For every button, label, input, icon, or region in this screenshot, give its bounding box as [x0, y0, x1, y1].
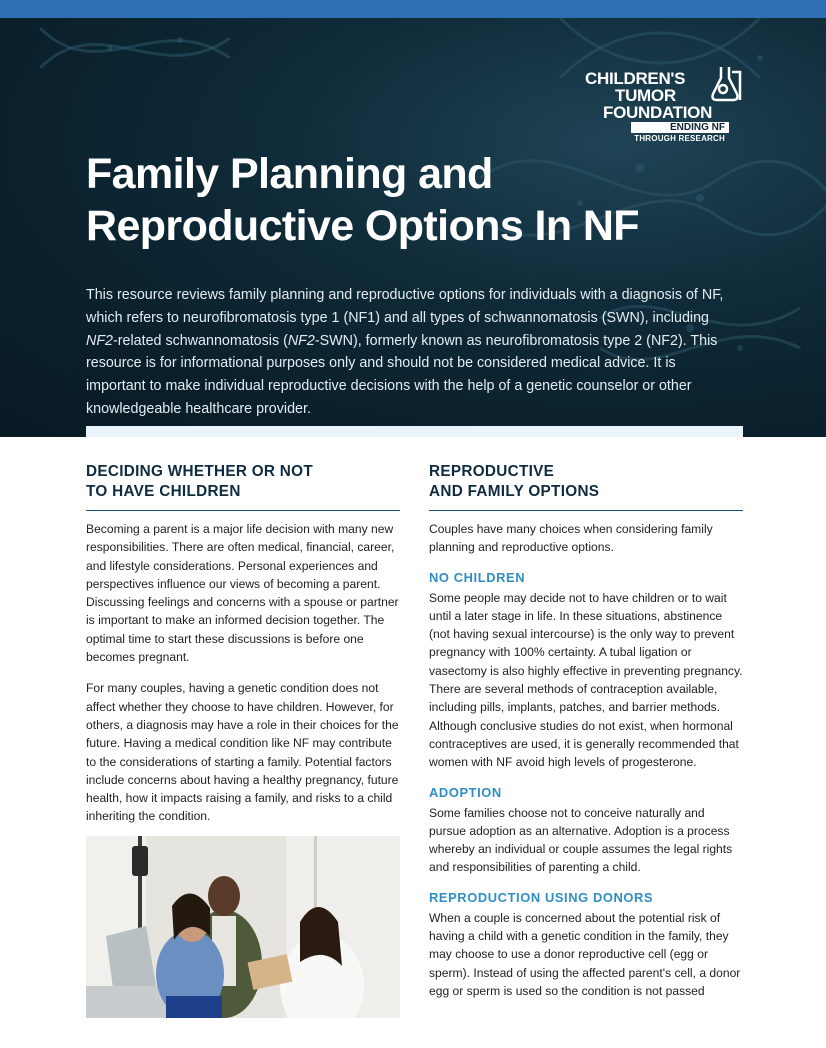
intro-text-a: This resource reviews family planning and reproductive options for individuals with a diagnosis of NF, which refers to neurofibromatosis type 1 (NF1) and all types of schwannomatosis (SWN), including: [86, 287, 724, 326]
intro-nf2-italic-a: NF2: [86, 332, 114, 349]
paragraph-genetic-condition: For many couples, having a genetic condition does not affect whether they choose to have children. However, for others, a diagnosis may have a role in their choices for the future. Having a medical condition like NF may contribute to the considerations of starting a family. Potential factors include concerns about having a healthy pregnancy, future health, how it impacts raising a family, and risks to a child inheriting the condition.: [86, 681, 399, 824]
flask-icon: [687, 64, 743, 104]
logo-text-line1: CHILDREN'S: [585, 69, 686, 88]
paragraph-no-children: Some people may decide not to have children or to wait until a later stage in life. In these situations, abstinence (not having sexual intercourse) is the only way to prevent pregnancy with 100% certainty. A tubal ligation or vasectomy is also highly effective in preventing pregnancy. There are several methods of contraception available, including pills, implants, patches, and barrier methods. Although conclusive studies do not exist, when hormonal contraceptives are used, it is generally recommended that women with NF avoid high levels of progesterone.: [429, 590, 743, 770]
top-accent-stripe: [0, 0, 826, 18]
heading-line1: REPRODUCTIVE: [429, 463, 555, 480]
paragraph-adoption: Some families choose not to conceive naturally and pursue adoption as an alternative. Adoption is a process whereby an individual or couple assumes the legal rights and responsibilities of parenting a child.: [429, 805, 733, 875]
heading-line1: DECIDING WHETHER OR NOT: [86, 463, 314, 480]
intro-text-b: -related schwannomatosis (: [113, 332, 288, 349]
hero-banner: [0, 18, 826, 437]
right-column: [429, 462, 743, 1013]
intro-text-c: -SWN), formerly known as neurofibromatosis type 2 (NF2). This resource is for informational purposes only and should not be considered medical advice. It is important to make individual reproductive decisions with the help of a genetic counselor or other knowledgeable healthcare provider.: [86, 332, 718, 417]
heading-line2: TO HAVE CHILDREN: [86, 483, 241, 500]
section-divider-bar: [86, 426, 743, 437]
subheading-adoption: ADOPTION: [429, 784, 502, 800]
childrens-tumor-foundation-logo[interactable]: [585, 50, 765, 150]
paragraph-parent-decision: Becoming a parent is a major life decision with many new responsibilities. There are often medical, financial, career, and lifestyle considerations. Personal experiences and perspectives influence our views of becoming a parent. Discussing feelings and concerns with a spouse or partner is important to make an informed decision together. The optimal time to start these discussions is before one becomes pregnant.: [86, 522, 399, 665]
page-title-line1: Family Planning and: [86, 150, 493, 198]
section-heading-deciding: [86, 462, 400, 511]
subheading-no-children: NO CHILDREN: [429, 569, 526, 585]
intro-paragraph: [86, 284, 736, 421]
logo-tagline-bar: ENDING NF: [631, 122, 729, 133]
intro-nf2-italic-b: NF2: [287, 332, 315, 349]
page-title: [86, 148, 726, 252]
logo-text-line3: FOUNDATION: [603, 103, 713, 122]
section-heading-reproductive: [429, 462, 743, 511]
paragraph-donors: When a couple is concerned about the potential risk of having a child with a genetic condition in the family, they may choose to use a donor reproductive cell (egg or sperm). Instead of using the affected parent's cell, a donor egg or sperm is used so the condition is not passed: [429, 910, 741, 998]
subheading-donors: REPRODUCTION USING DONORS: [429, 889, 654, 905]
heading-line2: AND FAMILY OPTIONS: [429, 483, 600, 500]
family-consultation-photo: [86, 836, 400, 1018]
left-column: [86, 462, 400, 839]
page-title-line2: Reproductive Options In NF: [86, 202, 639, 250]
logo-text-line2: TUMOR: [615, 86, 676, 105]
paragraph-options-intro: Couples have many choices when considering family planning and reproductive options.: [429, 522, 713, 555]
logo-tagline-sub: THROUGH RESEARCH: [634, 134, 725, 143]
